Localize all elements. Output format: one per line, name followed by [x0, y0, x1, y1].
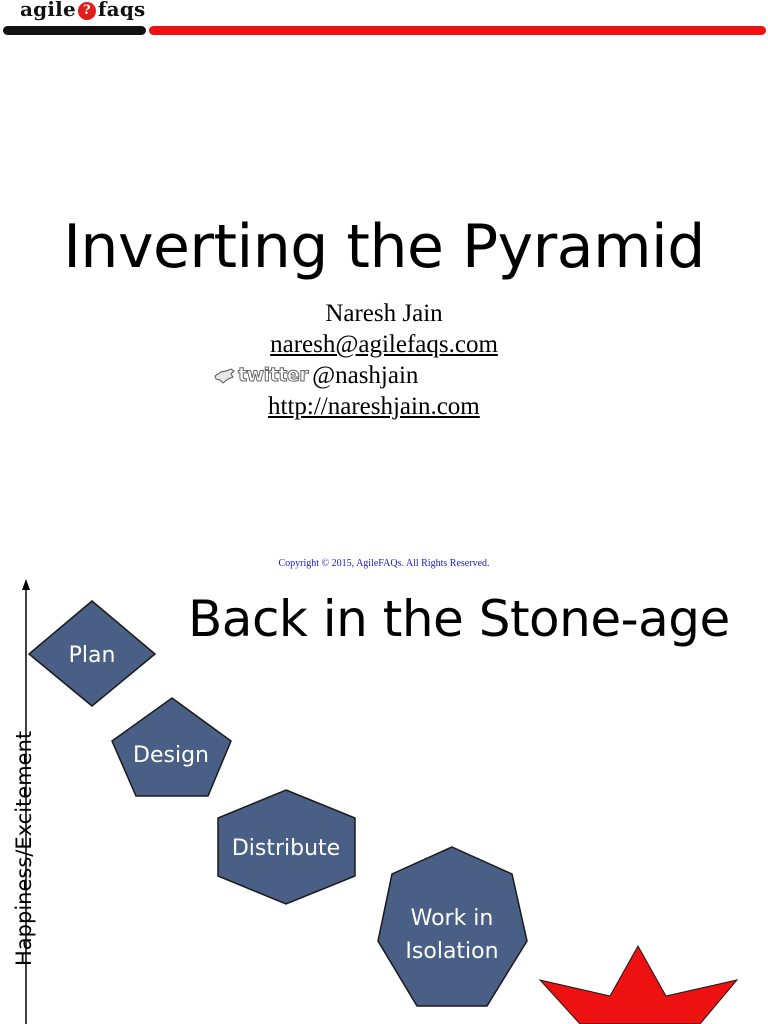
twitter-handle: @nashjain: [312, 362, 419, 389]
website-link[interactable]: http://nareshjain.com: [268, 393, 480, 420]
step-work-label-line1: Work in: [410, 906, 494, 931]
twitter-row: [214, 362, 418, 390]
question-mark-icon: ?: [78, 2, 96, 20]
y-axis-label: Happiness/Excitement: [12, 730, 36, 966]
slide-title: Back in the Stone-age: [188, 590, 730, 648]
logo-text-left: agile: [20, 0, 76, 21]
twitter-logo: twitter: [238, 364, 309, 386]
author-name: Naresh Jain: [325, 300, 443, 327]
slide-title: Inverting the Pyramid: [63, 212, 705, 282]
step-work-label-line2: Isolation: [405, 939, 499, 964]
logo-text-right: faqs: [97, 0, 146, 21]
stone-age-slide: [0, 576, 768, 1024]
header-bar-red: [149, 26, 766, 35]
step-plan-label: Plan: [68, 643, 116, 668]
twitter-bird-icon: [214, 367, 236, 385]
email-link[interactable]: naresh@agilefaqs.com: [270, 331, 498, 358]
copyright-notice: Copyright © 2015, AgileFAQs. All Rights Reserved.: [278, 558, 490, 569]
red-star-shape: [540, 946, 737, 1024]
agilefaqs-logo: [20, 0, 145, 21]
step-work-in-isolation: [378, 847, 527, 1006]
step-design: [112, 698, 231, 796]
step-distribute: [218, 790, 355, 904]
step-design-label: Design: [133, 743, 209, 768]
step-distribute-label: Distribute: [231, 836, 341, 861]
step-plan: [29, 601, 155, 706]
header-bar-black: [3, 26, 146, 35]
y-axis-arrow-icon: [22, 579, 30, 590]
